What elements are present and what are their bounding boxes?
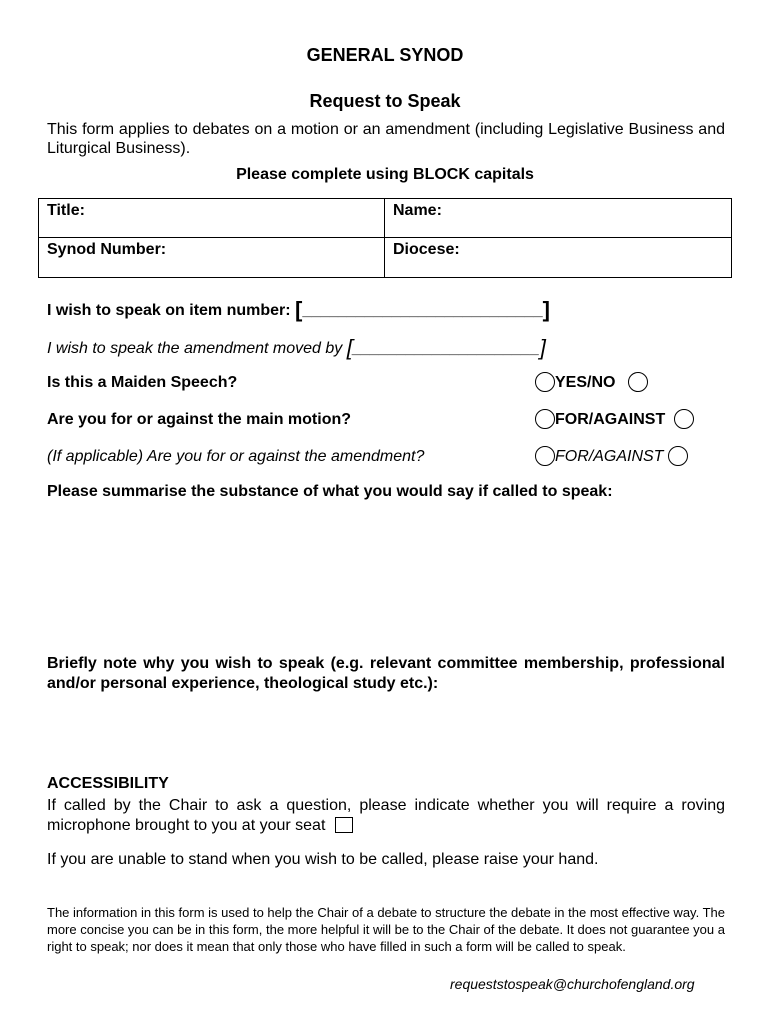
summary-label: Please summarise the substance of what you would say if called to speak:: [47, 483, 613, 500]
summary-area[interactable]: [47, 505, 725, 645]
amendment-position-options: [535, 446, 688, 466]
bracket-close: ]: [539, 335, 546, 360]
item-number-label: I wish to speak on item number:: [47, 302, 291, 319]
maiden-options: [535, 372, 648, 392]
against-radio-icon[interactable]: [668, 446, 688, 466]
item-number-input[interactable]: ___________________________: [302, 302, 543, 319]
amendment-position-question: (If applicable) Are you for or against the amendment?: [47, 448, 425, 465]
name-label: Name:: [393, 202, 442, 219]
microphone-question: If called by the Chair to ask a question, please indicate whether you will require a roving microphone brought to you at your seat: [47, 797, 725, 834]
fine-print: The information in this form is used to help the Chair of a debate to structure the debate in the most effective way. The more concise you can be in this form, the more helpful it will be to the Chair of the debate. It does not guarantee you a right to speak; nor does it mean that only those who have filled in such a form will be called to speak.: [47, 905, 725, 954]
synod-number-label: Synod Number:: [47, 241, 167, 258]
for-radio-icon[interactable]: [535, 409, 555, 429]
title-field[interactable]: [39, 199, 385, 238]
accessibility-text: [47, 796, 725, 836]
no-radio-icon[interactable]: [628, 372, 648, 392]
against-radio-icon[interactable]: [674, 409, 694, 429]
amendment-row: [47, 335, 546, 361]
bracket-close: ]: [542, 297, 550, 322]
amendment-options-label: FOR/AGAINST: [555, 448, 664, 465]
for-radio-icon[interactable]: [535, 446, 555, 466]
block-capitals-instruction: Please complete using BLOCK capitals: [236, 166, 534, 183]
amendment-mover-input[interactable]: _____________________: [352, 340, 540, 357]
synod-number-field[interactable]: [39, 238, 385, 278]
form-subtitle: Request to Speak: [309, 91, 461, 111]
main-motion-question: Are you for or against the main motion?: [47, 411, 352, 428]
yes-radio-icon[interactable]: [535, 372, 555, 392]
amendment-label: I wish to speak the amendment moved by: [47, 340, 343, 357]
bracket-open: [: [346, 335, 353, 360]
bracket-open: [: [295, 297, 303, 322]
title-label: Title:: [47, 202, 85, 219]
main-motion-options-label: FOR/AGAINST: [555, 411, 666, 428]
diocese-field[interactable]: [385, 238, 732, 278]
intro-text: This form applies to debates on a motion or an amendment (including Legislative Business and Liturgical Business).: [47, 121, 725, 157]
page-title: GENERAL SYNOD: [306, 45, 464, 65]
item-number-row: [47, 297, 550, 323]
contact-email: requeststospeak@churchofengland.org: [450, 976, 695, 992]
why-label: Briefly note why you wish to speak (e.g. relevant committee membership, professional and/or personal experience, theological study etc.):: [47, 655, 725, 692]
details-table: [38, 198, 732, 278]
maiden-options-label: YES/NO: [555, 374, 616, 391]
stand-instruction: If you are unable to stand when you wish to be called, please raise your hand.: [47, 851, 599, 868]
name-field[interactable]: [385, 199, 732, 238]
main-motion-options: [535, 409, 694, 429]
diocese-label: Diocese:: [393, 241, 460, 258]
accessibility-heading: ACCESSIBILITY: [47, 775, 169, 792]
microphone-checkbox[interactable]: [335, 817, 353, 833]
maiden-question: Is this a Maiden Speech?: [47, 374, 238, 391]
why-area[interactable]: [47, 698, 725, 770]
